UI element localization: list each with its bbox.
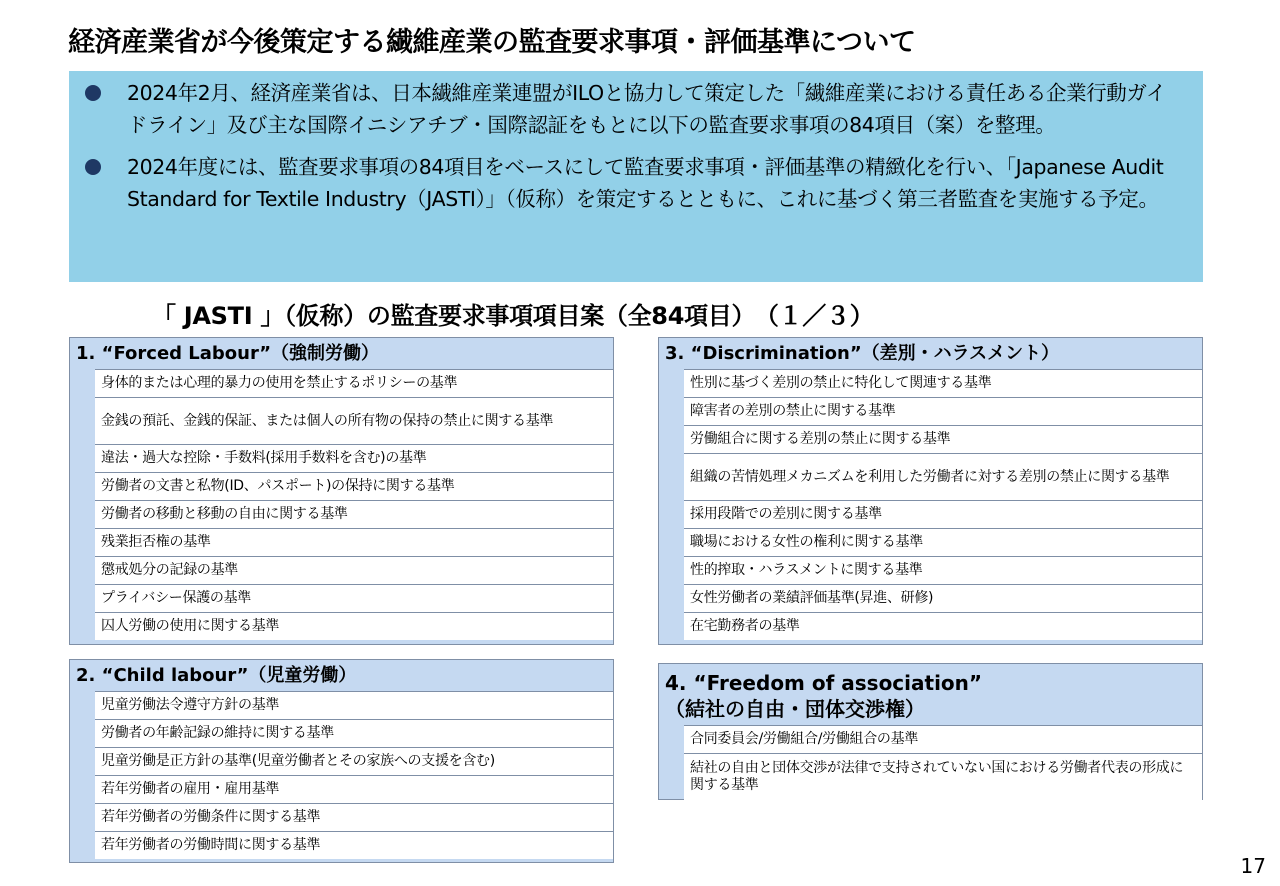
list-item: 合同委員会/労働組合/労働組合の基準 xyxy=(684,725,1202,753)
list-item: 身体的または心理的暴力の使用を禁止するポリシーの基準 xyxy=(95,369,613,397)
list-item: 懲戒処分の記録の基準 xyxy=(95,556,613,584)
list-item: 労働者の年齢記録の維持に関する基準 xyxy=(95,719,613,747)
item-list xyxy=(684,725,1202,800)
section-heading: 3. “Discrimination”（差別・ハラスメント） xyxy=(665,343,1060,364)
item-list xyxy=(684,369,1202,640)
section-heading: 2. “Child labour”（児童労働） xyxy=(76,665,357,686)
list-item: 採用段階での差別に関する基準 xyxy=(684,500,1202,528)
list-item: 若年労働者の労働条件に関する基準 xyxy=(95,803,613,831)
list-item: 若年労働者の雇用・雇用基準 xyxy=(95,775,613,803)
section-heading: 1. “Forced Labour”（強制労働） xyxy=(76,343,380,364)
list-item: 囚人労働の使用に関する基準 xyxy=(95,612,613,640)
section-heading-line: 4. “Freedom of association” xyxy=(665,671,983,695)
list-item: 残業拒否権の基準 xyxy=(95,528,613,556)
bullet-dot-icon xyxy=(85,159,101,175)
section-discrimination xyxy=(658,337,1203,645)
list-item: 女性労働者の業績評価基準(昇進、研修) xyxy=(684,584,1202,612)
item-list xyxy=(95,691,613,859)
section-forced-labour xyxy=(69,337,614,645)
page-title: 経済産業省が今後策定する繊維産業の監査要求事項・評価基準について xyxy=(68,27,916,58)
list-item: 金銭の預託、金銭的保証、または個人の所有物の保持の禁止に関する基準 xyxy=(95,397,613,444)
list-item: 性的搾取・ハラスメントに関する基準 xyxy=(684,556,1202,584)
list-item: 組織の苦情処理メカニズムを利用した労働者に対する差別の禁止に関する基準 xyxy=(684,453,1202,500)
list-item: 違法・過大な控除・手数料(採用手数料を含む)の基準 xyxy=(95,444,613,472)
list-item: 性別に基づく差別の禁止に特化して関連する基準 xyxy=(684,369,1202,397)
list-item: 労働者の移動と移動の自由に関する基準 xyxy=(95,500,613,528)
item-list xyxy=(95,369,613,640)
section-freedom-of-association xyxy=(658,663,1203,800)
bullet-item xyxy=(81,151,1181,215)
bullet-text: 2024年2月、経済産業省は、日本繊維産業連盟がILOと協力して策定した「繊維産業における責任ある企業行動ガイドライン」及び主な国際イニシアチブ・国際認証をもとに以下の監査要求事項の84項目（案）を整理。 xyxy=(127,81,1166,137)
section-heading-line: （結社の自由・団体交渉権） xyxy=(665,697,925,721)
list-item: 障害者の差別の禁止に関する基準 xyxy=(684,397,1202,425)
list-item: 労働組合に関する差別の禁止に関する基準 xyxy=(684,425,1202,453)
section-subtitle: 「 JASTI 」（仮称）の監査要求事項項目案（全84項目） （１／３） xyxy=(152,302,874,330)
section-heading xyxy=(659,664,1202,725)
section-child-labour xyxy=(69,659,614,863)
list-item: 在宅勤務者の基準 xyxy=(684,612,1202,640)
list-item: 若年労働者の労働時間に関する基準 xyxy=(95,831,613,859)
bullet-dot-icon xyxy=(85,85,101,101)
list-item: 結社の自由と団体交渉が法律で支持されていない国における労働者代表の形成に関する基準 xyxy=(684,753,1202,800)
bullet-text: 2024年度には、監査要求事項の84項目をベースにして監査要求事項・評価基準の精緻化を行い、「Japanese Audit Standard for Textile Industry（JASTI）」（仮称）を策定するとともに、これに基づく第三者監査を実施する予定。 xyxy=(127,155,1164,211)
page-number: 17 xyxy=(1240,854,1266,878)
list-item: プライバシー保護の基準 xyxy=(95,584,613,612)
list-item: 児童労働是正方針の基準(児童労働者とその家族への支援を含む) xyxy=(95,747,613,775)
list-item: 労働者の文書と私物(ID、パスポート)の保持に関する基準 xyxy=(95,472,613,500)
bullet-item xyxy=(81,77,1181,141)
list-item: 児童労働法令遵守方針の基準 xyxy=(95,691,613,719)
summary-box xyxy=(69,71,1203,282)
list-item: 職場における女性の権利に関する基準 xyxy=(684,528,1202,556)
